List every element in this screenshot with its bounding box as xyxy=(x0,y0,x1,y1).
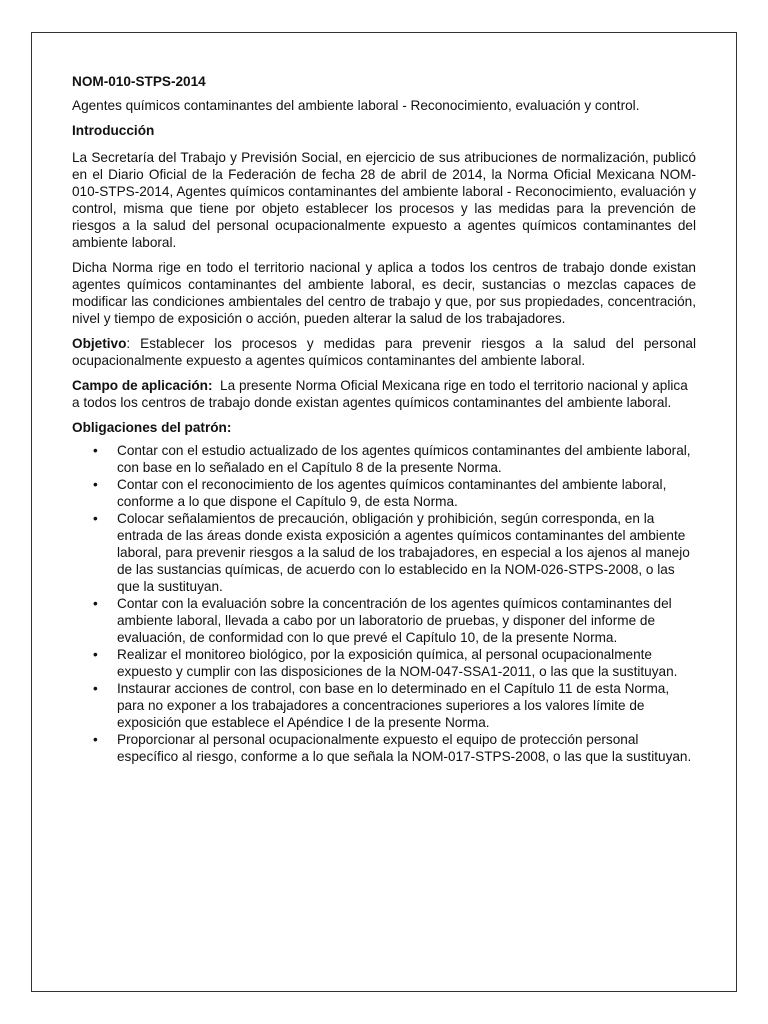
list-item xyxy=(93,510,696,595)
list-item-text: Colocar señalamientos de precaución, obligación y prohibición, según corresponda, en la entrada de las áreas donde exista exposición a agentes químicos contaminantes del ambiente laboral, para prevenir riesgos a la salud de los trabajadores, en especial a los ajenos al manejo de las sustancias químicas, de acuerdo con lo establecido en la NOM-026-STPS-2008, o las que la sustituyan. xyxy=(117,511,690,594)
document-page xyxy=(31,32,737,992)
list-item-text: Contar con el reconocimiento de los agentes químicos contaminantes del ambiente laboral, conforme a lo que dispone el Capítulo 9, de esta Norma. xyxy=(117,477,667,509)
list-item xyxy=(93,680,696,731)
campo-text: La presente Norma Oficial Mexicana rige en todo el territorio nacional y aplica a todos los centros de trabajo donde existan agentes químicos contaminantes del ambiente laboral. xyxy=(72,378,692,410)
list-item xyxy=(93,442,696,476)
bullet-icon: • xyxy=(93,732,98,747)
objetivo-label: Objetivo xyxy=(72,336,127,351)
bullet-icon: • xyxy=(93,681,98,696)
intro-paragraph-2: Dicha Norma rige en todo el territorio nacional y aplica a todos los centros de trabajo donde existan agentes químicos contaminantes del ambiente laboral, es decir, sustancias o mezclas capaces de modificar las condiciones ambientales del centro de trabajo y que, por sus propiedades, concentración, nivel y tiempo de exposición o acción, pueden alterar la salud de los trabajadores. xyxy=(72,260,696,326)
list-item xyxy=(93,595,696,646)
campo-paragraph xyxy=(72,377,696,411)
intro-paragraph-1: La Secretaría del Trabajo y Previsión Social, en ejercicio de sus atribuciones de normalización, publicó en el Diario Oficial de la Federación de fecha 28 de abril de 2014, la Norma Oficial Mexicana NOM-010-STPS-2014, Agentes químicos contaminantes del ambiente laboral - Reconocimiento, evaluación y control, misma que tiene por objeto establecer los procesos y las medidas para la prevención de riesgos a la salud del personal ocupacionalmente expuesto a agentes químicos contaminantes del ambiente laboral. xyxy=(72,150,696,250)
document-content xyxy=(72,73,696,765)
list-item-text: Instaurar acciones de control, con base en lo determinado en el Capítulo 11 de esta Norma, para no exponer a los trabajadores a concentraciones superiores a los valores límite de exposición que establece el Apéndice I de la presente Norma. xyxy=(117,681,670,730)
document-subtitle: Agentes químicos contaminantes del ambiente laboral - Reconocimiento, evaluación y control. xyxy=(72,98,640,113)
campo-label: Campo de aplicación: xyxy=(72,378,213,393)
list-item-text: Proporcionar al personal ocupacionalmente expuesto el equipo de protección personal específico al riesgo, conforme a lo que señala la NOM-017-STPS-2008, o las que la sustituyan. xyxy=(117,732,692,764)
bullet-icon: • xyxy=(93,647,98,662)
list-item-text: Contar con el estudio actualizado de los agentes químicos contaminantes del ambiente laboral, con base en lo señalado en el Capítulo 8 de la presente Norma. xyxy=(117,443,691,475)
bullet-icon: • xyxy=(93,477,98,492)
list-item-text: Contar con la evaluación sobre la concentración de los agentes químicos contaminantes del ambiente laboral, llevada a cabo por un laboratorio de pruebas, y disponer del informe de evaluación, de conformidad con lo que prevé el Capítulo 10, de la presente Norma. xyxy=(117,596,672,645)
bullet-icon: • xyxy=(93,511,98,526)
list-item xyxy=(93,476,696,510)
objetivo-paragraph xyxy=(72,335,696,369)
list-item xyxy=(93,646,696,680)
objetivo-text: : Establecer los procesos y medidas para prevenir riesgos a la salud del personal ocupacionalmente expuesto a agentes químicos contaminantes del ambiente laboral. xyxy=(72,336,696,368)
bullet-icon: • xyxy=(93,443,98,458)
document-title: NOM-010-STPS-2014 xyxy=(72,74,206,89)
bullet-icon: • xyxy=(93,596,98,611)
obligaciones-list xyxy=(72,442,696,765)
list-item-text: Realizar el monitoreo biológico, por la exposición química, al personal ocupacionalmente expuesto y cumplir con las disposiciones de la NOM-047-SSA1-2011, o las que la sustituyan. xyxy=(117,647,678,679)
obligaciones-heading: Obligaciones del patrón: xyxy=(72,420,232,435)
intro-heading: Introducción xyxy=(72,123,155,138)
list-item xyxy=(93,731,696,765)
